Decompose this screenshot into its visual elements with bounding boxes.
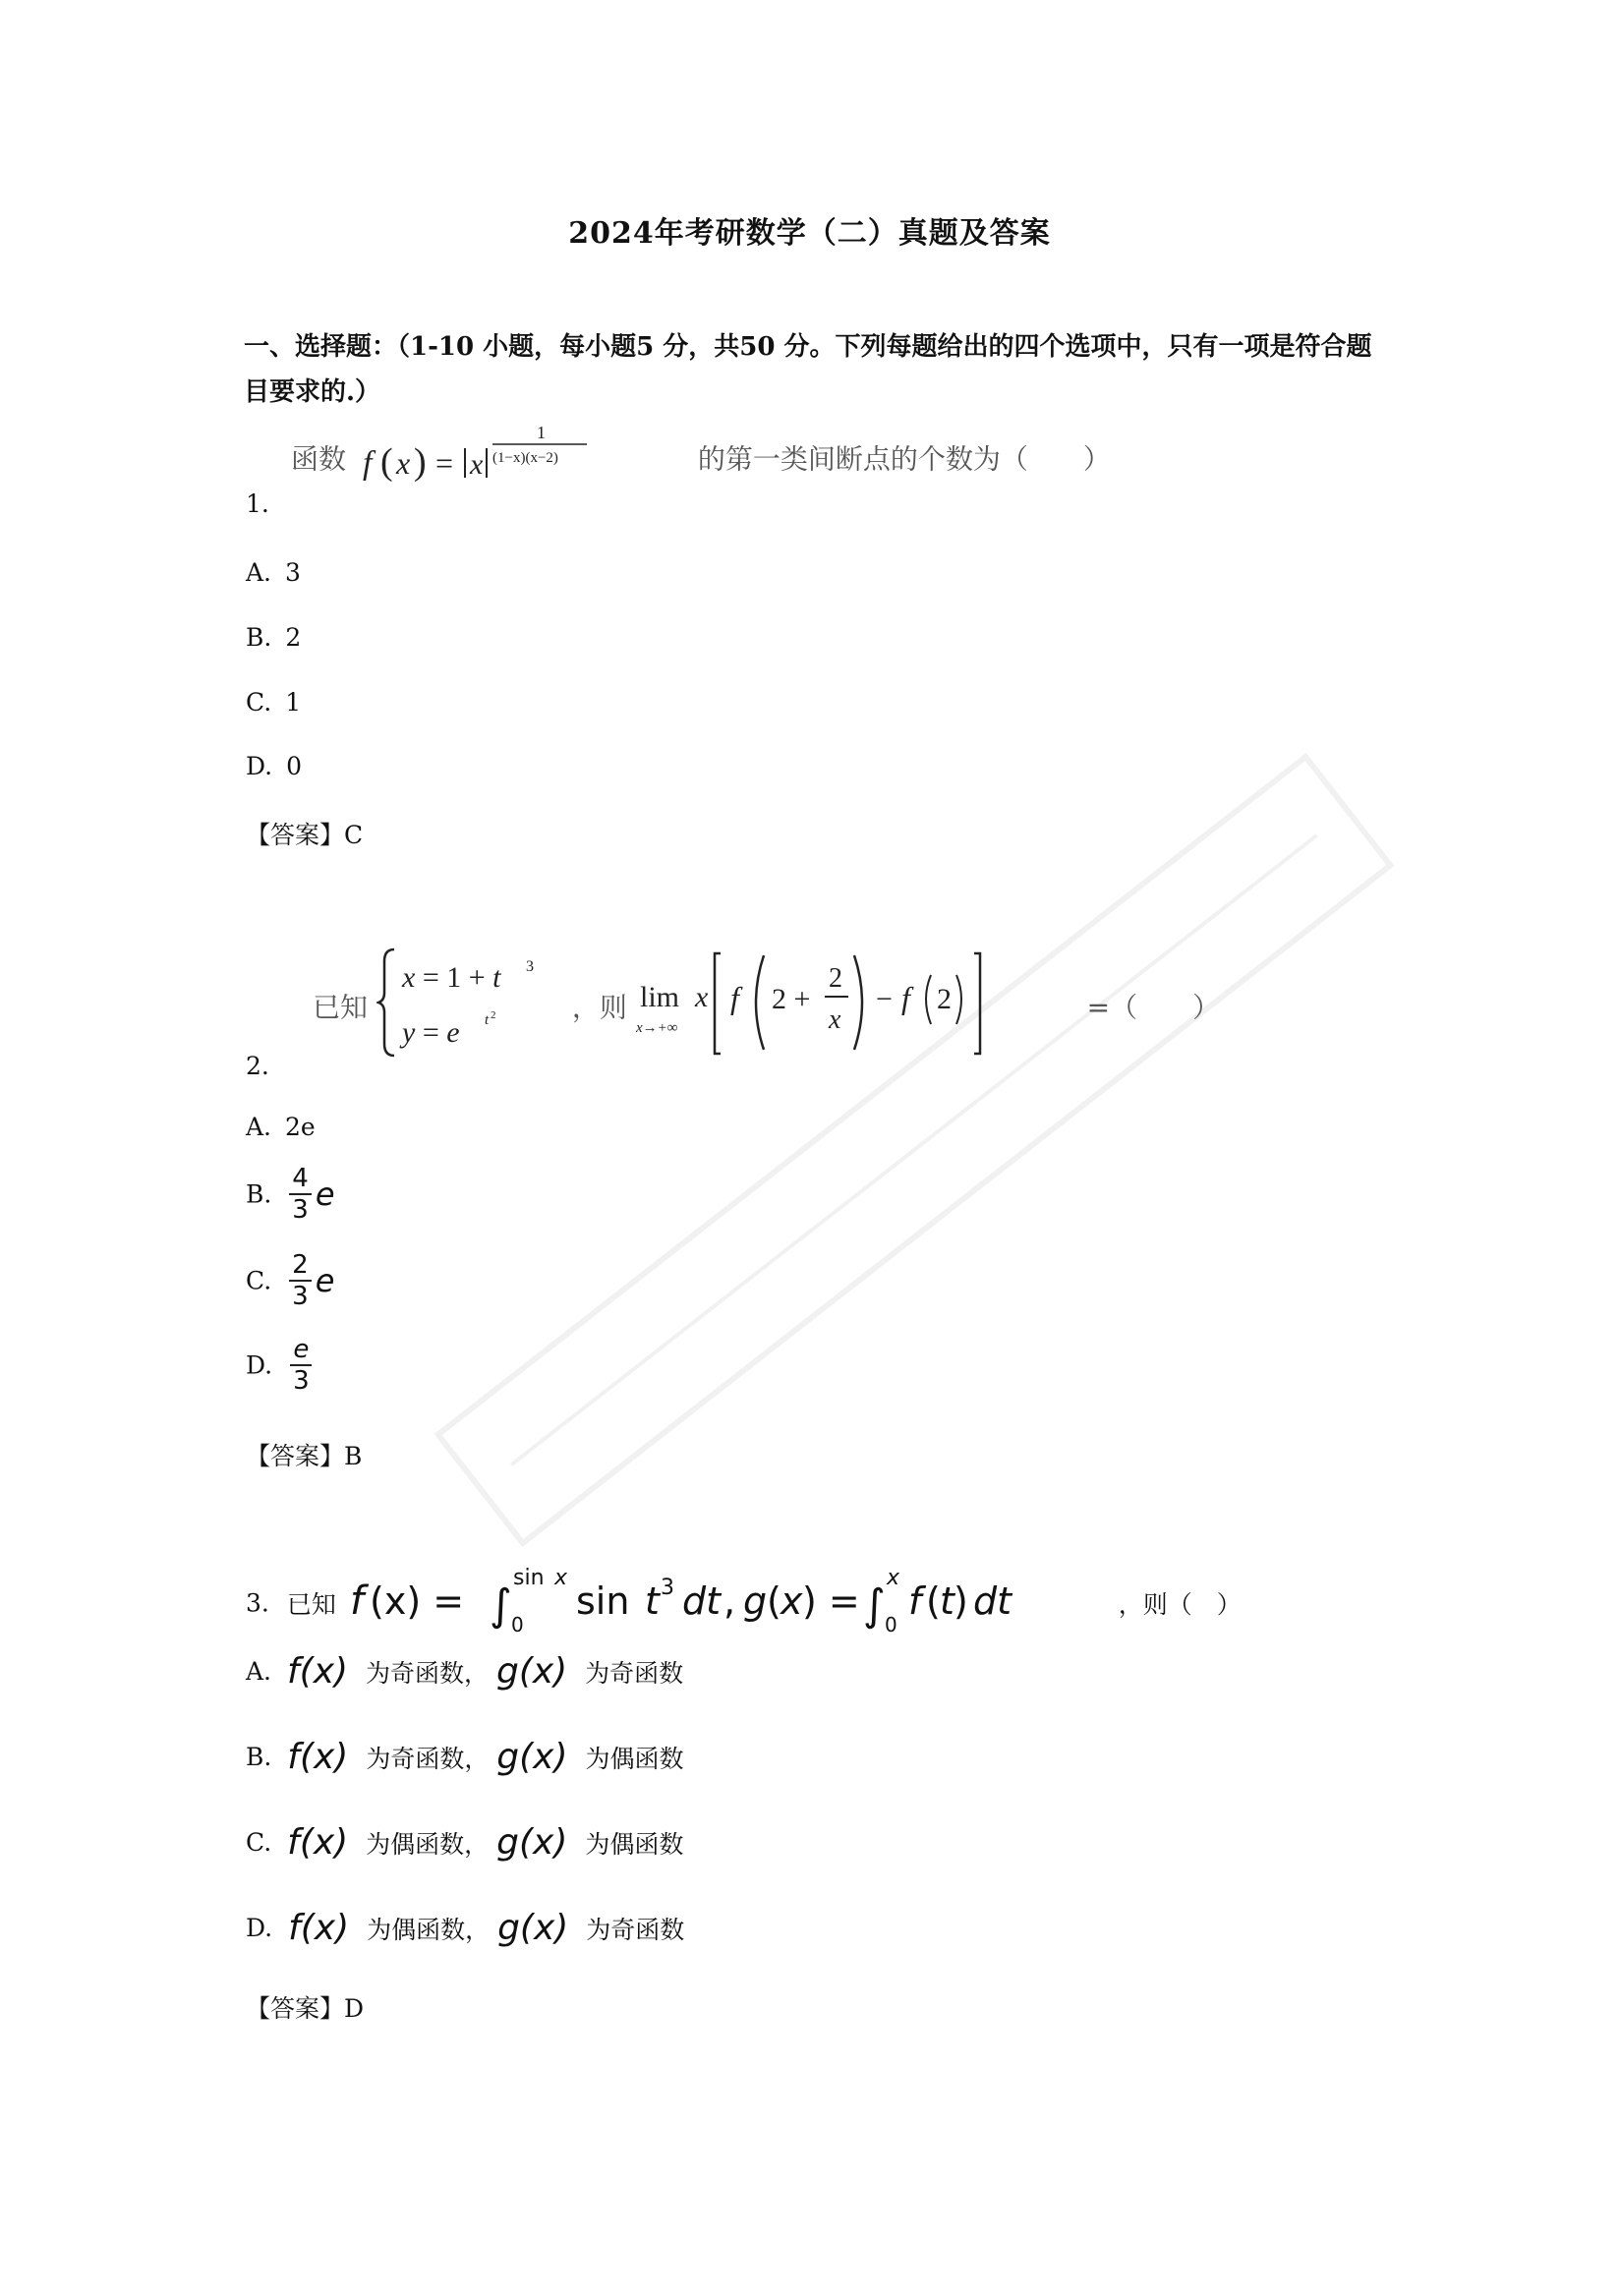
option-g-desc: 为偶函数 (585, 1744, 684, 1773)
svg-text:) =: ) = (801, 1579, 860, 1623)
option-g-desc: 为奇函数 (586, 1915, 685, 1944)
svg-text:∫: ∫ (862, 1580, 886, 1631)
q2-limit (636, 944, 1078, 1068)
option-g: g(x) (496, 1737, 568, 1777)
option-f: f(x) (287, 1737, 349, 1777)
q3-answer (246, 1989, 364, 2025)
svg-text:dt: dt (972, 1579, 1012, 1623)
answer-value: B (344, 1442, 363, 1470)
q2-limit-svg (636, 944, 1078, 1062)
option-fraction (289, 1166, 312, 1223)
q2-system (376, 944, 563, 1068)
option-letter: A. (246, 558, 272, 587)
option-g: g(x) (495, 1651, 568, 1692)
svg-text:(: ( (766, 1579, 781, 1623)
q3-suffix: ，则（ ） (1118, 1590, 1242, 1619)
q2-answer (246, 1437, 362, 1472)
q3-option-c (246, 1822, 683, 1863)
option-f-desc: 为奇函数， (366, 1744, 490, 1773)
q1-prefix: 函数 (291, 442, 347, 476)
svg-text:(1−x)(x−2): (1−x)(x−2) (491, 450, 558, 466)
svg-text:(: ( (925, 1579, 941, 1623)
svg-text:2: 2 (828, 963, 842, 994)
svg-text:3: 3 (660, 1576, 674, 1600)
q1-option-c (246, 688, 301, 717)
q1-suffix: 的第一类间断点的个数为（ ） (697, 442, 1111, 476)
q2-option-d (246, 1337, 313, 1394)
svg-text:sin: sin (575, 1579, 630, 1623)
svg-text:y = e: y = e (401, 1016, 460, 1049)
option-fraction (289, 1252, 312, 1309)
q3-stem (246, 1561, 1242, 1645)
option-value: 0 (286, 752, 303, 780)
q3-formula (344, 1561, 1111, 1645)
option-g-desc: 为奇函数 (585, 1658, 684, 1688)
svg-text:,: , (723, 1579, 735, 1623)
option-letter: D. (246, 1350, 273, 1380)
option-letter: D. (246, 752, 273, 780)
svg-text:t: t (484, 1012, 490, 1028)
svg-text:=: = (434, 445, 453, 481)
q1-formula (355, 423, 689, 499)
svg-text:lim: lim (639, 981, 679, 1013)
option-letter: C. (246, 1266, 272, 1295)
answer-value: D (344, 1994, 365, 2023)
svg-text:): ) (953, 1579, 968, 1623)
page-title: 2024年考研数学（二）真题及答案 (568, 216, 1051, 251)
option-value: 3 (285, 558, 301, 587)
option-f: f(x) (287, 1822, 349, 1863)
svg-text:f: f (900, 980, 910, 1015)
option-f: f(x) (286, 1651, 349, 1692)
svg-text:f: f (729, 980, 739, 1015)
fraction-numerator: 2 (289, 1252, 312, 1282)
svg-text:x: x (828, 1004, 841, 1035)
option-value: 1 (285, 688, 302, 717)
svg-text:0: 0 (510, 1613, 524, 1636)
svg-text:): ) (413, 441, 427, 483)
svg-text:t: t (644, 1579, 660, 1623)
option-letter: B. (246, 623, 272, 652)
q2-suffix: =（ ） (1086, 991, 1221, 1024)
svg-text:3: 3 (525, 958, 534, 975)
fraction-numerator: e (290, 1337, 312, 1366)
q3-formula-svg (344, 1561, 1111, 1639)
svg-text:f: f (907, 1579, 922, 1623)
svg-text:2: 2 (936, 983, 952, 1015)
option-letter: D. (246, 1914, 273, 1942)
option-letter: B. (246, 1179, 272, 1209)
svg-text:∫: ∫ (489, 1580, 512, 1631)
q1-option-a (246, 558, 301, 587)
q1-option-b (246, 623, 301, 652)
fraction-numerator: 4 (289, 1166, 312, 1195)
q3-option-b (246, 1737, 684, 1777)
option-f: f(x) (288, 1908, 350, 1948)
option-fraction (290, 1337, 313, 1394)
svg-text:(x) =: (x) = (369, 1579, 464, 1623)
q1-formula-svg (355, 423, 689, 491)
answer-label: 【答案】 (246, 1442, 345, 1470)
option-letter: B. (246, 1743, 272, 1771)
svg-text:f: f (362, 445, 373, 482)
q2-mid: ，则 (571, 991, 627, 1024)
q2-stem (313, 944, 1220, 1068)
fraction-denominator: 3 (292, 1195, 309, 1225)
svg-text:sin: sin (512, 1566, 545, 1590)
svg-text:x→+∞: x→+∞ (635, 1020, 678, 1036)
option-letter: A. (246, 1657, 272, 1686)
svg-text:x: x (886, 1566, 899, 1590)
svg-text:dt: dt (681, 1579, 721, 1623)
svg-text:t: t (939, 1579, 954, 1623)
fraction-denominator: 3 (293, 1366, 310, 1396)
q1-number: 1. (246, 489, 269, 518)
svg-text:g: g (742, 1579, 767, 1623)
option-letter: A. (246, 1113, 272, 1141)
option-g-desc: 为偶函数 (585, 1829, 684, 1859)
answer-label: 【答案】 (246, 821, 345, 849)
option-value: 2e (285, 1113, 316, 1141)
option-tail: e (315, 1262, 335, 1299)
q1-option-d (246, 752, 302, 780)
watermark (177, 438, 1619, 1862)
svg-text:0: 0 (884, 1613, 897, 1636)
svg-text:(: ( (379, 441, 393, 483)
section-header: 一、选择题：（1-10 小题，每小题5 分，共50 分。下列每题给出的四个选项中，只有一项是符合题目要求的.） (244, 332, 1372, 407)
svg-text:x: x (780, 1579, 803, 1623)
q2-number: 2. (246, 1052, 269, 1080)
q3-option-a (246, 1651, 683, 1692)
option-tail: e (315, 1176, 335, 1213)
svg-text:x: x (553, 1566, 567, 1590)
option-f-desc: 为偶函数， (366, 1829, 490, 1859)
q3-option-d (246, 1908, 684, 1948)
q3-prefix: 已知 (286, 1590, 336, 1619)
option-f-desc: 为奇函数， (366, 1658, 490, 1688)
svg-text:x: x (694, 981, 709, 1013)
svg-text:x = 1 + t: x = 1 + t (401, 961, 501, 994)
q2-system-svg (376, 944, 563, 1062)
option-value: 2 (285, 623, 302, 652)
fraction-denominator: 3 (292, 1282, 309, 1311)
option-letter: C. (246, 1828, 272, 1857)
svg-text:f: f (349, 1578, 364, 1624)
svg-text:−: − (875, 983, 893, 1015)
answer-value: C (344, 821, 364, 849)
option-letter: C. (246, 688, 272, 717)
svg-text:x: x (395, 445, 411, 481)
q1-stem (291, 423, 1111, 499)
svg-text:1: 1 (536, 423, 546, 442)
svg-text:x: x (469, 448, 484, 481)
option-f-desc: 为偶函数， (367, 1915, 491, 1944)
svg-text:2: 2 (490, 1009, 496, 1021)
q2-option-b (246, 1166, 335, 1223)
q3-number: 3. (246, 1588, 269, 1618)
svg-text:2 +: 2 + (771, 983, 811, 1015)
q2-prefix: 已知 (313, 991, 369, 1024)
q2-option-a (246, 1113, 316, 1141)
q2-option-c (246, 1252, 334, 1309)
option-g: g(x) (496, 1822, 568, 1863)
answer-label: 【答案】 (246, 1994, 345, 2023)
option-g: g(x) (497, 1908, 569, 1948)
q1-answer (246, 816, 363, 851)
